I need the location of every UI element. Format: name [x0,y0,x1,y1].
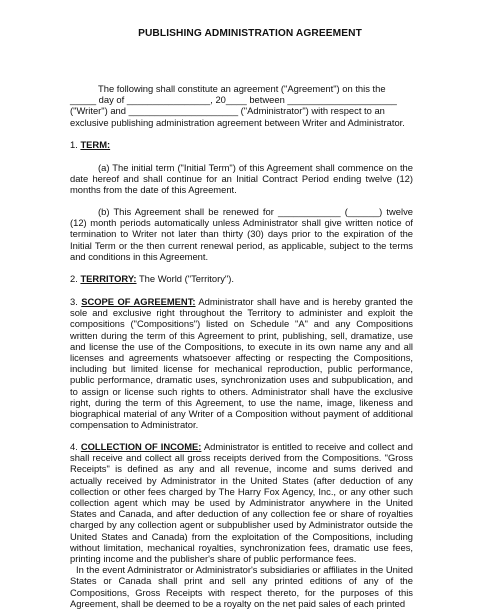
document-title: PUBLISHING ADMINISTRATION AGREEMENT [138,28,362,39]
section-1-title: TERM: [80,139,111,150]
section-4 [70,441,413,609]
section-4-text: Administrator is entitled to receive and collect and shall receive and collect all gross receipts derived from the Compositions. "Gross Receipts" is defined as any and all revenue, income and sums derived and actually received by Administrator in the United States (after deduction of any collection or other fees charged by The Harry Fox Agency, Inc., or any other such collection agent which may be used by Administrator anywhere in the United States and Canada, and after deduction of any collection fee or share of royalties charged by any collection agent or subpublisher used by Administrator outside the United States and Canada) from the exploitation of the Compositions, including without limitation, mechanical royalties, synchronization fees, dramatic use fees, printing income and the publisher's share of public performance fees. [70,441,413,565]
section-4-number: 4. [70,441,78,452]
section-4-title: COLLECTION OF INCOME: [80,441,202,452]
intro-line-3: ("Writer") and _____________________ ("Administrator") with respect to an [70,105,385,117]
section-1-number: 1. [70,139,78,150]
intro-line-2: _____ day of ________________, 20____ between _____________________ [70,94,397,106]
section-1-heading [70,139,413,150]
section-1-paragraph-a: (a) The initial term ("Initial Term") of this Agreement shall commence on the date hereof and shall continue for an Initial Contract Period ending twelve (12) months from the date of this Agreement. [70,162,413,196]
section-1-paragraph-b: (b) This Agreement shall be renewed for ____________ (______) twelve (12) month periods automatically unless Administrator shall give written notice of termination to Writer not later than thirty (30) days prior to the expiration of the Initial Term or the then current renewal period, as applicable, subject to the terms and conditions in this Agreement. [70,206,413,262]
section-3-text: Administrator shall have and is hereby granted the sole and exclusive right throughout the Territory to administer and exploit the compositions ("Compositions") listed on Schedule "A" and any Compositions written during the term of this Agreement to print, publishing, sell, dramatize, use and license the use of the Compositions, to execute in its own name any and all licenses and agreements whatsoever affecting or respecting the Compositions, including but limited license for mechanical reproduction, public performance, public performance, dramatic uses, synchronization uses and subpublication, and to assign or license such rights to others. Administrator shall have the exclusive right, during the term of this Agreement, to use the name, image, likeness and biographical material of any Writer of a Composition without payment of additional compensation to Administrator. [70,296,413,431]
intro-line-1: The following shall constitute an agreement ("Agreement") on this the [98,83,386,94]
intro-paragraph [70,83,413,128]
section-2 [70,273,413,284]
section-3 [70,296,413,430]
section-3-title: SCOPE OF AGREEMENT: [81,296,196,307]
intro-line-4: exclusive publishing administration agreement between Writer and Administrator. [70,116,405,128]
section-4-text-continued: In the event Administrator or Administrator's subsidiaries or affiliates in the United States or Canada shall print and sell any printed editions of any of the Compositions, Gross Receipts with respect thereto, for the purposes of this Agreement, shall be deemed to be a royalty on the net paid sales of each printed [70,564,413,609]
section-3-number: 3. [70,296,78,307]
section-2-text: The World ("Territory"). [138,273,234,284]
section-2-number: 2. [70,273,78,284]
section-2-title: TERRITORY: [80,273,137,284]
